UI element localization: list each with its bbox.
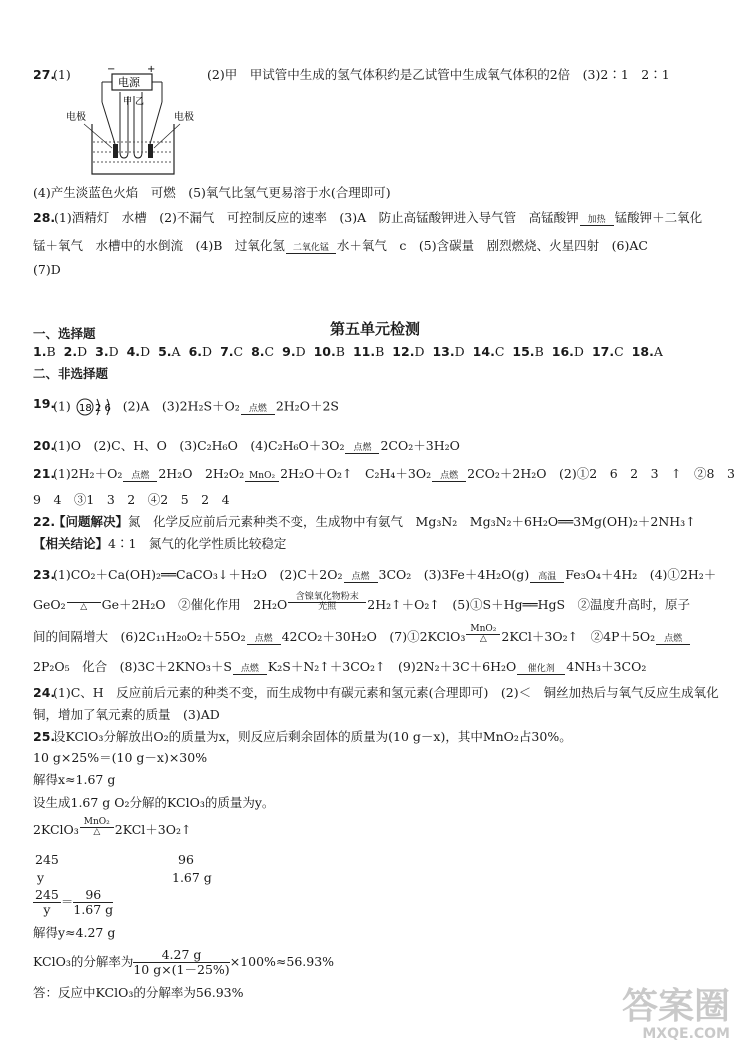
q21-cond2: MnO₂ <box>245 472 279 482</box>
choice-answer: 14.C <box>472 344 505 359</box>
q23-number: 23. <box>33 567 56 582</box>
q21-line1: (1)2H₂＋O₂ 点燃 2H₂O 2H₂O₂ MnO₂ 2H₂O＋O₂↑ C₂H₄＋3O₂ 点燃 2CO₂＋2H₂O (2)①2 6 2 3 ↑ ②8 3 <box>53 466 735 481</box>
choice-answer: 7.C <box>220 344 244 359</box>
minus-sign: − <box>107 64 116 75</box>
q19-part3: 2H₂O＋2S <box>275 398 339 414</box>
q21-number: 21. <box>33 466 56 481</box>
power-supply-label: 电源 <box>118 76 140 89</box>
q23-cond-ignite4: 点燃 <box>233 665 267 675</box>
unit-title: 第五单元检测 <box>329 320 420 338</box>
q20-number: 20. <box>33 438 56 453</box>
choice-answers <box>33 344 671 360</box>
q23-cond-catalyst-light: 含镍氧化物粉末 光照 <box>288 593 366 612</box>
q23-cond-ignite1: 点燃 <box>344 573 378 583</box>
choice-answer: 13.D <box>432 344 465 359</box>
q20-cond: 点燃 <box>345 444 379 454</box>
q19-line <box>53 396 339 418</box>
watermark <box>622 988 730 1042</box>
atom-structure-diagram <box>75 396 119 418</box>
q21-cond1: 点燃 <box>123 472 157 482</box>
choice-answer: 18.A <box>631 344 663 359</box>
q25-answer: 答：反应中KClO₃的分解率为56.93% <box>33 985 244 1000</box>
q28-line2-text: 锰＋氧气 水槽中的水倒流 (4)B 过氧化氢 <box>33 238 285 253</box>
tube-yi-label: 乙 <box>135 97 145 107</box>
choice-answer: 8.C <box>251 344 275 359</box>
choice-answer: 11.B <box>352 344 385 359</box>
q25-cond: MnO₂ △ <box>80 818 114 837</box>
q20-line <box>53 438 460 454</box>
q28-cond-mno2: 二氧化锰 <box>286 244 336 254</box>
q28-line2 <box>33 238 648 254</box>
q25-mass-245: 245 <box>35 852 59 867</box>
q25-var-y: y <box>37 870 45 885</box>
q23-cond-ignite3: 点燃 <box>656 635 690 645</box>
choice-answer: 16.D <box>551 344 584 359</box>
q23-line2: GeO₂ △ Ge＋2H₂O ②催化作用 2H₂O 含镍氧化物粉末 光照 2H₂↑＋O₂↑ (5)①S＋Hg══HgS ②温度升高时，原子 <box>33 592 691 612</box>
q24-number: 24. <box>33 685 56 700</box>
tube-jia-label: 甲 <box>123 97 133 107</box>
q25-equation: 2KClO₃ MnO₂ △ 2KCl＋3O₂↑ <box>33 817 192 837</box>
choice-answer: 4.D <box>126 344 151 359</box>
q20-part2: 2CO₂＋3H₂O <box>380 438 460 453</box>
q19-cond: 点燃 <box>241 405 275 415</box>
q24-line2: 铜，增加了氧元素的质量 (3)AD <box>33 707 220 722</box>
q25-line3: 解得x≈1.67 g <box>33 772 116 787</box>
q22-line2: 【相关结论】4∶1 氮气的化学性质比较稳定 <box>33 536 287 551</box>
q25-line2: 10 g×25%＝(10 g－x)×30% <box>33 750 208 765</box>
section-nonchoice-heading: 二、非选择题 <box>33 366 109 381</box>
q28-line1-text-b: 锰酸钾＋二氧化 <box>614 210 703 225</box>
q22-number: 22. <box>33 514 56 529</box>
q24-line1: (1)C、H 反应前后元素的种类不变，而生成物中有碳元素和氢元素(合理即可) (2)＜ 铜丝加热后与氧气反应生成氧化 <box>53 685 719 700</box>
q25-mass-96: 96 <box>178 852 194 867</box>
q28-number: 28. <box>33 210 56 225</box>
choice-answer: 1.B <box>33 344 56 359</box>
q28-line1-text: (1)酒精灯 水槽 (2)不漏气 可控制反应的速率 (3)A 防止高锰酸钾进入导气管 高锰酸钾 <box>54 210 579 225</box>
q25-line1: 设KClO₃分解放出O₂的质量为x，则反应后剩余固体的质量为(10 g－x)，其中MnO₂占30%。 <box>53 729 572 744</box>
q27-number: 27. <box>33 67 56 82</box>
watermark-top: 答案圈 <box>621 986 730 1027</box>
watermark-bottom: MXQE.COM <box>642 1026 730 1042</box>
q23-cond-hightemp: 高温 <box>530 573 564 583</box>
q22-line1: 【问题解决】氮 化学反应前后元素种类不变，生成物中有氨气 Mg₃N₂ Mg₃N₂＋6H₂O══3Mg(OH)₂＋2NH₃↑ <box>53 514 696 529</box>
q28-line2-text-b: 水＋氧气 c (5)含碳量 剧烈燃烧、火星四射 (6)AC <box>336 238 648 253</box>
q25-var-o2: 1.67 g <box>172 870 212 885</box>
q28-line1 <box>54 210 702 226</box>
q23-cond-catalyst: 催化剂 <box>517 665 565 675</box>
nucleus-charge: 18 <box>78 403 92 414</box>
section-choice-heading: 一、选择题 <box>33 326 96 341</box>
q21-cond3: 点燃 <box>432 472 466 482</box>
choice-answer: 9.D <box>282 344 306 359</box>
q28-line3: (7)D <box>33 262 61 277</box>
q25-number: 25. <box>33 729 56 744</box>
q23-line3: 间的间隔增大 (6)2C₁₁H₂₀O₂＋55O₂ 点燃 42CO₂＋30H₂O (7)①2KClO₃ MnO₂ △ 2KCl＋3O₂↑ ②4P＋5O₂ 点燃 <box>33 625 691 645</box>
choice-answer: 6.D <box>188 344 213 359</box>
q25-ratio: $\frac{245}{y}$ ＝ $\frac{96}{1.67 g}$ <box>35 887 114 917</box>
q27-part2: (2)甲 甲试管中生成的氢气体积约是乙试管中生成氧气体积的2倍 (3)2∶1 2∶1 <box>207 67 670 82</box>
q19-part2: (2)A (3)2H₂S＋O₂ <box>122 398 240 414</box>
q27-line2: (4)产生淡蓝色火焰 可燃 (5)氧气比氢气更易溶于水(合理即可) <box>33 185 391 200</box>
choice-answer: 15.B <box>512 344 544 359</box>
q21-line2: 9 4 ③1 3 2 ④2 5 2 4 <box>33 492 230 507</box>
q23-line1: (1)CO₂＋Ca(OH)₂══CaCO₃↓＋H₂O (2)C＋2O₂ 点燃 3CO₂ (3)3Fe＋4H₂O(g) 高温 Fe₃O₄＋4H₂ (4)①2H₂＋ <box>53 567 717 582</box>
electron-shells: 2 6 <box>94 403 111 414</box>
choice-answer: 2.D <box>63 344 88 359</box>
q23-cond-ignite2: 点燃 <box>247 635 281 645</box>
electrode-right-label: 电极 <box>174 112 194 123</box>
plus-sign: + <box>147 64 156 75</box>
electrode-left-label: 电极 <box>66 112 86 123</box>
q23-line4: 2P₂O₅ 化合 (8)3C＋2KNO₃＋S 点燃 K₂S＋N₂↑＋3CO₂↑ (9)2N₂＋3C＋6H₂O 催化剂 4NH₃＋3CO₂ <box>33 659 647 674</box>
choice-answer: 10.B <box>313 344 345 359</box>
q25-line4: 设生成1.67 g O₂分解的KClO₃的质量为y。 <box>33 795 275 810</box>
q19-number: 19. <box>33 396 56 411</box>
q23-cond-mno2: MnO₂ △ <box>466 625 500 644</box>
q27-part1: (1) <box>53 67 71 82</box>
q25-decomposition: KClO₃的分解率为 $\frac{4.27 g}{10 g\times(1-25\%)}$ ×100%≈56.93% <box>33 947 335 977</box>
q19-part1: (1) <box>53 398 71 414</box>
choice-answer: 3.D <box>95 344 119 359</box>
choice-answer: 5.A <box>158 344 181 359</box>
q25-line5: 解得y≈4.27 g <box>33 925 116 940</box>
choice-answer: 12.D <box>392 344 425 359</box>
q23-cond-heat: △ <box>67 593 101 612</box>
q20-part1: (1)O (2)C、H、O (3)C₂H₆O (4)C₂H₆O＋3O₂ <box>53 438 345 453</box>
electrolysis-diagram <box>62 62 202 182</box>
q28-cond-heating: 加热 <box>580 216 614 226</box>
choice-answer: 17.C <box>591 344 624 359</box>
